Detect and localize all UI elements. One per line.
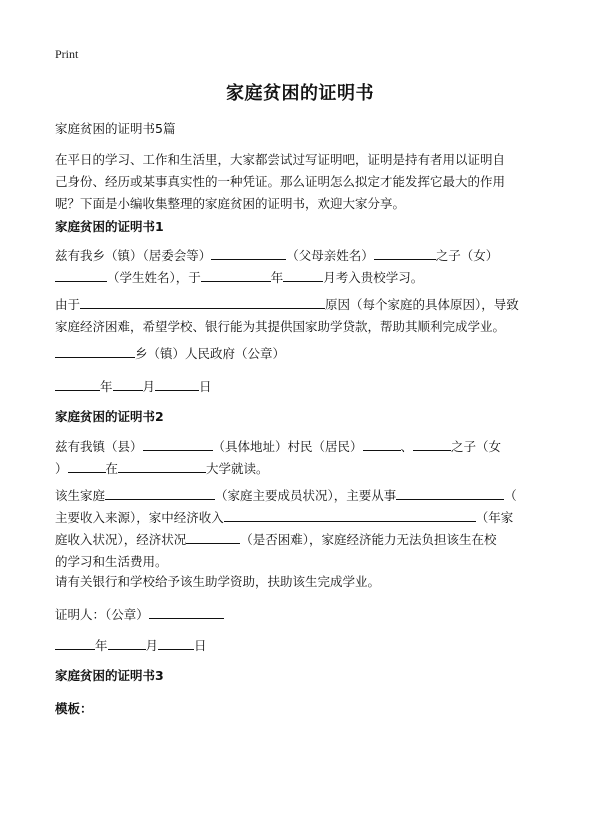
- text-fragment: （: [504, 488, 517, 503]
- section-2-paragraph-2: [55, 485, 550, 573]
- fill-blank[interactable]: [113, 377, 143, 391]
- fill-blank[interactable]: [149, 605, 224, 619]
- section-1-paragraph-3: [55, 343, 550, 365]
- text-fragment: （家庭主要成员状况），主要从事: [215, 488, 397, 503]
- date-month-label: 月: [142, 379, 156, 394]
- text-fragment: （是否困难），家庭经济能力无法负担该生在校: [240, 532, 497, 547]
- fill-blank[interactable]: [413, 437, 451, 451]
- text-fragment: 兹有我镇（县）: [55, 439, 143, 454]
- text-fragment: ）: [55, 461, 68, 476]
- fill-blank[interactable]: [158, 636, 194, 650]
- text-fragment: 该生家庭: [55, 488, 106, 503]
- fill-blank[interactable]: [143, 437, 213, 451]
- fill-blank[interactable]: [105, 486, 215, 500]
- text-fragment: （父母亲姓名）: [286, 248, 374, 263]
- fill-blank[interactable]: [211, 246, 286, 260]
- fill-blank[interactable]: [201, 268, 271, 282]
- fill-blank[interactable]: [396, 486, 504, 500]
- fill-blank[interactable]: [55, 377, 100, 391]
- section-2-heading: 家庭贫困的证明书2: [55, 409, 164, 424]
- text-fragment: （具体地址）村民（居民）: [212, 439, 363, 454]
- fill-blank[interactable]: [55, 636, 95, 650]
- fill-blank[interactable]: [186, 530, 240, 544]
- text-fragment: 由于: [55, 297, 81, 312]
- date-day-label: 日: [199, 379, 212, 394]
- fill-blank[interactable]: [68, 459, 106, 473]
- text-fragment: （学生姓名），于: [107, 270, 201, 285]
- text-fragment: 大学就读。: [206, 461, 269, 476]
- intro-line: 在平日的学习、工作和生活里，大家都尝试过写证明吧，证明是持有者用以证明自: [55, 152, 506, 167]
- intro-line: 己身份、经历或某事真实性的一种凭证。那么证明怎么拟定才能发挥它最大的作用: [55, 174, 506, 189]
- section-2-signer: [55, 604, 550, 626]
- text-fragment: 主要收入来源），家中经济收入: [55, 510, 224, 525]
- fill-blank[interactable]: [80, 295, 325, 309]
- fill-blank[interactable]: [108, 636, 146, 650]
- section-2-date: [55, 635, 550, 657]
- text-fragment: 家庭经济困难，希望学校、银行能为其提供国家助学贷款，帮助其顺利完成学业。: [55, 319, 506, 334]
- fill-blank[interactable]: [374, 246, 436, 260]
- fill-blank[interactable]: [118, 459, 206, 473]
- print-link[interactable]: Print: [55, 47, 79, 61]
- fill-blank[interactable]: [224, 508, 476, 522]
- text-fragment: 的学习和生活费用。: [55, 554, 168, 569]
- section-1-paragraph-1: [55, 245, 550, 289]
- text-fragment: 在: [105, 461, 119, 476]
- signer-label: 证明人：（公章）: [55, 607, 149, 622]
- fill-blank[interactable]: [283, 268, 323, 282]
- page-title: 家庭贫困的证明书: [226, 83, 374, 104]
- fill-blank[interactable]: [155, 377, 199, 391]
- section-3-heading: 家庭贫困的证明书3: [55, 668, 164, 683]
- fill-blank[interactable]: [55, 268, 107, 282]
- fill-blank[interactable]: [55, 344, 135, 358]
- text-fragment: 兹有我乡（镇）（居委会等）: [55, 248, 212, 263]
- date-year-label: 年: [95, 638, 108, 653]
- text-fragment: 月考入贵校学习。: [323, 270, 424, 285]
- date-year-label: 年: [100, 379, 113, 394]
- date-day-label: 日: [194, 638, 207, 653]
- text-fragment: 、: [400, 439, 414, 454]
- date-month-label: 月: [145, 638, 159, 653]
- text-fragment: （年家: [475, 510, 514, 525]
- intro-line: 呢？下面是小编收集整理的家庭贫困的证明书，欢迎大家分享。: [55, 196, 406, 211]
- text-fragment: 庭收入状况），经济状况: [55, 532, 187, 547]
- section-1-date: [55, 376, 550, 398]
- text-fragment: 年: [270, 270, 284, 285]
- intro-paragraph: [55, 149, 550, 215]
- section-2-paragraph-3: 请有关银行和学校给予该生助学资助，扶助该生完成学业。: [55, 574, 381, 589]
- template-label: 模板：: [55, 701, 93, 716]
- text-fragment: 原因（每个家庭的具体原因），导致: [325, 297, 519, 312]
- section-2-paragraph-1: [55, 436, 550, 480]
- subtitle: 家庭贫困的证明书5篇: [55, 121, 176, 136]
- text-fragment: 之子（女）: [435, 248, 499, 263]
- section-1-paragraph-2: [55, 294, 550, 338]
- fill-blank[interactable]: [363, 437, 401, 451]
- text-fragment: 乡（镇）人民政府（公章）: [135, 346, 286, 361]
- text-fragment: 之子（女: [451, 439, 502, 454]
- section-1-heading: 家庭贫困的证明书1: [55, 219, 164, 234]
